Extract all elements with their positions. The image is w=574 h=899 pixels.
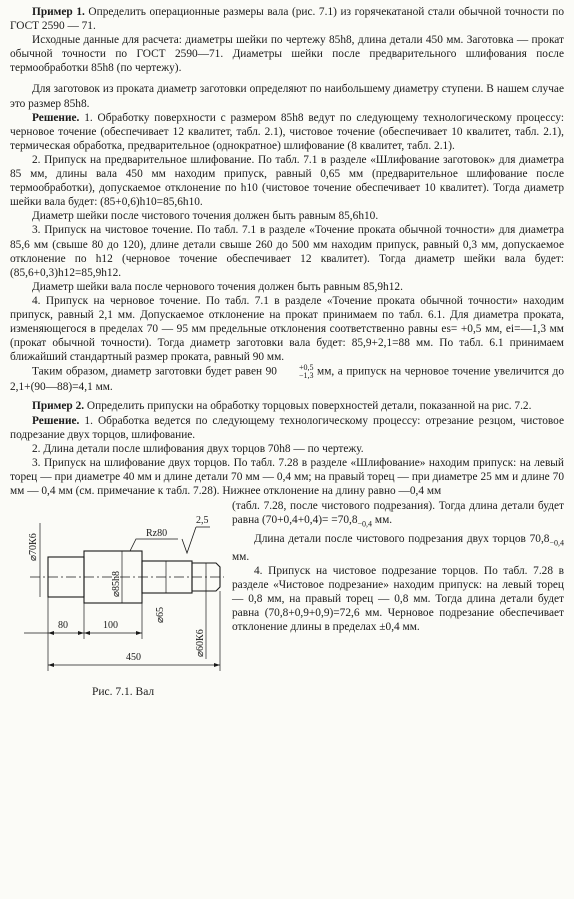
ex2-para-2: Решение. 1. Обработка ведется по следующему технологическому процессу: отрезание резцом, чистовое подрезание двух торцов, шлифование. [10, 414, 564, 441]
ex1-para-1: Пример 1. Определить операционные размеры вала (рис. 7.1) из горячекатаной стали обычной точности по ГОСТ 2590 — 71. [10, 6, 564, 33]
dim-70k6-label: ⌀70К6 [28, 533, 39, 562]
dim-450-label: 450 [126, 652, 141, 664]
ex1-para-9: 4. Припуск на черновое точение. По табл. 7.1 в разделе «Точение проката обычной точности» находим припуск, равный 2,1 мм. Допускаемое отклонение на прокат принимаем по табл. 6.1. Для диаметра проката, изменяющегося в пределах 70 — 95 мм предельные отклонения соответственно равны es= +0,5 мм, ei=—1,3 мм (прокат обычной точности). Тогда диаметр заготовки вала будет: 85,9+2,1=88 мм. По табл. 6.1 принимаем ближайший стандартный размер проката, равный 90 мм. [10, 294, 564, 364]
shaft-drawing-figure [10, 499, 232, 697]
ex2-para-3: 2. Длина детали после шлифования двух торцов 70h8 — по чертежу. [32, 442, 364, 455]
roughness-rz-label: Rz80 [146, 528, 168, 540]
dim-65-label: ⌀65 [155, 607, 166, 624]
ex2-side-para-1: (табл. 7.28, после чистового подрезания). Тогда длина детали будет равна $(70+0,4+0,4)= =70,8_{-0,4}$ мм. [232, 500, 564, 529]
ex1-para-4: Решение. 1. Обработку поверхности с размером 85h8 ведут по следующему технологическому процессу: черновое точение (обеспечивает 12 квалитет, табл. 2.1), чистовое точение (обеспечивает 10 квалитет, табл. 2.1), термическая обработка, предварительное (однократное) шлифование (8 квалитет, табл. 2.1). [10, 111, 564, 152]
ex1-para-8: Диаметр шейки вала после чернового точения должен быть равным 85,9h12. [32, 280, 403, 293]
ex2-heading: Пример 2. [32, 400, 85, 413]
figure-caption: Рис. 7.1. Вал [92, 686, 155, 699]
ex2-para-1: Пример 2. Определить припуски на обработку торцовых поверхностей детали, показанной на рис. 7.2. [32, 400, 532, 413]
ex1-para-3: Для заготовок из проката диаметр заготовки определяют по наибольшему диаметру ступени. В нашем случае это размер 85h8. [10, 83, 564, 110]
side-text [232, 499, 564, 697]
ex2-solution-heading: Решение. [32, 414, 80, 427]
shaft-step-65 [142, 561, 192, 593]
ex1-heading: Пример 1. [32, 6, 85, 18]
ex1-solution-heading: Решение. [32, 111, 80, 124]
ex1-para-7: 3. Припуск на чистовое точение. По табл. 7.1 в разделе «Точение проката обычной точности» для диаметра 85,6 мм (свыше 80 до 120), длине детали свыше 260 до 500 мм находим припуск, равный 0,3 мм, допускаемое отклонение по h12 (черновое точение обеспечивает 12 квалитет). Тогда диаметр шейки вала будет: (85,6+0,3)h12=85,9h12. [10, 224, 564, 279]
roughness-value-label: 2,5 [196, 515, 209, 527]
ex2-side-para-2: Длина детали после чистового подрезания двух торцов $70,8_{-0,4}$ мм. [232, 532, 564, 563]
figure-and-text [10, 499, 564, 697]
dim-100-label: 100 [103, 620, 118, 632]
dim-80-label: 80 [58, 620, 68, 632]
ex2-para-4: 3. Припуск на шлифование двух торцов. По табл. 7.28 в разделе «Шлифование» находим припуск: на левый торец — при диаметре 40 мм и длине детали 70 мм — 0,4 мм; на правый торец — при диаметре 25 мм и длине 70 мм — 0,4 мм (см. примечание к табл. 7.28). Нижнее отклонение на длину равно —0,4 мм [10, 456, 564, 497]
ex1-para-5: 2. Припуск на предварительное шлифование. По табл. 7.1 в разделе «Шлифование заготовок» для диаметра 85 мм, длины вала 450 мм находим припуск, равный 0,65 мм (предварительное шлифование после термообработки), допускаемое отклонение по h10 (чистовое точение обеспечивает 10 квалитет). Тогда диаметр шейки вала будет: (85+0,6)h10=85,6h10. [10, 153, 564, 209]
dim-85h8-label: ⌀85h8 [111, 571, 122, 598]
ex1-para-10: Таким образом, диаметр заготовки будет равен 90 +0,5 −1,3 мм, а припуск на черновое точение увеличится до 2,1+(90—88)=4,1 мм. [10, 363, 564, 394]
shaft-drawing [10, 499, 232, 697]
dim-60k6-label: ⌀60К6 [195, 629, 206, 658]
ex2-side-para-3: 4. Припуск на чистовое подрезание торцов. По табл. 7.28 в разделе «Чистовое подрезание» находим припуск: на левый торец — 0,8 мм, на правый торец — 0,8 мм. Тогда длина детали будет равна (70,8+0,9+0,9)=72,6 мм. Черновое подрезание обеспечивает отклонение длины в пределах ±0,4 мм. [232, 565, 564, 634]
ex1-para-2: Исходные данные для расчета: диаметры шейки по чертежу 85h8, длина детали 450 мм. Заготовка — прокат обычной точности по ГОСТ 2590—71. Диаметры шейки после предварительного шлифования после термообработки 85h8 (по чертежу). [10, 34, 564, 75]
ex1-para-6: Диаметр шейки после чистового точения должен быть равным 85,6h10. [32, 210, 379, 223]
